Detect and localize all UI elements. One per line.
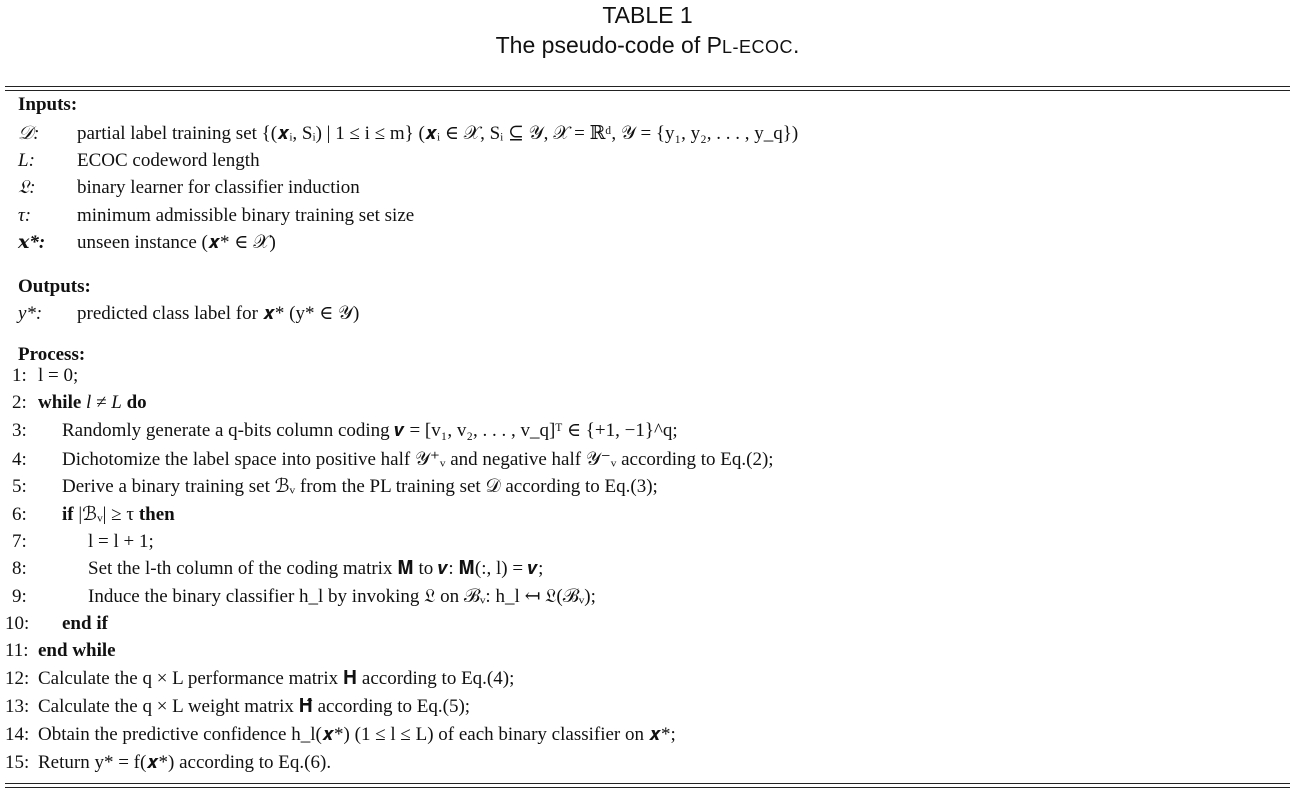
process-line-number: 12: <box>5 668 30 689</box>
process-line-text: Return y* = f(𝒙*) according to Eq.(6). <box>38 752 332 773</box>
process-line-number: 4: <box>12 449 27 470</box>
process-line-text: l = l + 1; <box>88 531 154 552</box>
input-desc-tau: minimum admissible binary training set size <box>77 205 415 226</box>
input-symbol-x: 𝒙*: <box>18 232 46 253</box>
process-line-text: while l ≠ L do <box>38 392 147 413</box>
input-desc-learner: binary learner for classifier induction <box>77 177 360 198</box>
process-line-number: 6: <box>12 504 27 525</box>
process-line-number: 2: <box>12 392 27 413</box>
output-symbol-y: y*: <box>18 303 43 324</box>
process-line-number: 9: <box>12 586 27 607</box>
process-line-text: Obtain the predictive confidence h_l(𝒙*) (1 ≤ l ≤ L) of each binary classifier on 𝒙*; <box>38 724 676 745</box>
process-line-text: Derive a binary training set ℬᵥ from the PL training set 𝒟 according to Eq.(3); <box>62 476 658 497</box>
input-symbol-l: L: <box>18 150 35 171</box>
input-symbol-learner: 𝔏: <box>18 177 36 198</box>
process-line-text: Set the l-th column of the coding matrix 𝐌 to 𝒗: 𝐌(:, l) = 𝒗; <box>88 558 544 579</box>
process-line-number: 8: <box>12 558 27 579</box>
input-desc-d: partial label training set {(𝒙ᵢ, Sᵢ) | 1 ≤ i ≤ m} (𝒙ᵢ ∈ 𝒳, Sᵢ ⊆ 𝒴, 𝒳 = ℝᵈ, 𝒴 = {y₁, y₂, . . . , y_q}) <box>77 123 799 144</box>
output-desc-y: predicted class label for 𝒙* (y* ∈ 𝒴) <box>77 303 360 324</box>
input-symbol-d: 𝒟: <box>18 123 40 144</box>
process-line-text: Induce the binary classifier h_l by invoking 𝔏 on ℬᵥ: h_l ↤ 𝔏(ℬᵥ); <box>88 586 596 607</box>
process-line-text: Randomly generate a q-bits column coding 𝒗 = [v₁, v₂, . . . , v_q]ᵀ ∈ {+1, −1}^q; <box>62 420 678 441</box>
process-line-text: Dichotomize the label space into positive half 𝒴⁺ᵥ and negative half 𝒴⁻ᵥ according to Eq.(2); <box>62 449 774 470</box>
top-rule-1 <box>5 86 1290 87</box>
process-line-text: Calculate the q × L weight matrix 𝐇̂ according to Eq.(5); <box>38 696 471 717</box>
process-line-text: Calculate the q × L performance matrix 𝐇 according to Eq.(4); <box>38 668 515 689</box>
process-line-text: if |ℬᵥ| ≥ τ then <box>62 504 175 525</box>
process-line-number: 14: <box>5 724 30 745</box>
process-line-number: 15: <box>5 752 30 773</box>
process-line-text: end if <box>62 613 108 634</box>
inputs-heading: Inputs: <box>18 94 78 115</box>
process-line-number: 10: <box>5 613 30 634</box>
process-line-number: 5: <box>12 476 27 497</box>
title-suffix: . <box>792 32 800 58</box>
table-title <box>0 32 1295 59</box>
process-line-number: 13: <box>5 696 30 717</box>
process-line-text: end while <box>38 640 116 661</box>
input-desc-x: unseen instance (𝒙* ∈ 𝒳) <box>77 232 276 253</box>
table-label: TABLE 1 <box>602 2 693 28</box>
bottom-rule-2 <box>5 787 1290 788</box>
process-heading: Process: <box>18 344 86 365</box>
input-symbol-tau: τ: <box>18 205 32 226</box>
process-line-number: 7: <box>12 531 27 552</box>
outputs-heading: Outputs: <box>18 276 91 297</box>
process-line-number: 11: <box>5 640 29 661</box>
process-line-text: l = 0; <box>38 365 79 386</box>
input-desc-l: ECOC codeword length <box>77 150 260 171</box>
title-smallcaps: L-ECOC <box>721 37 793 57</box>
top-rule-2 <box>5 90 1290 91</box>
process-line-number: 1: <box>12 365 27 386</box>
title-prefix: The pseudo-code of P <box>495 32 722 58</box>
process-line-number: 3: <box>12 420 27 441</box>
bottom-rule-1 <box>5 783 1290 784</box>
